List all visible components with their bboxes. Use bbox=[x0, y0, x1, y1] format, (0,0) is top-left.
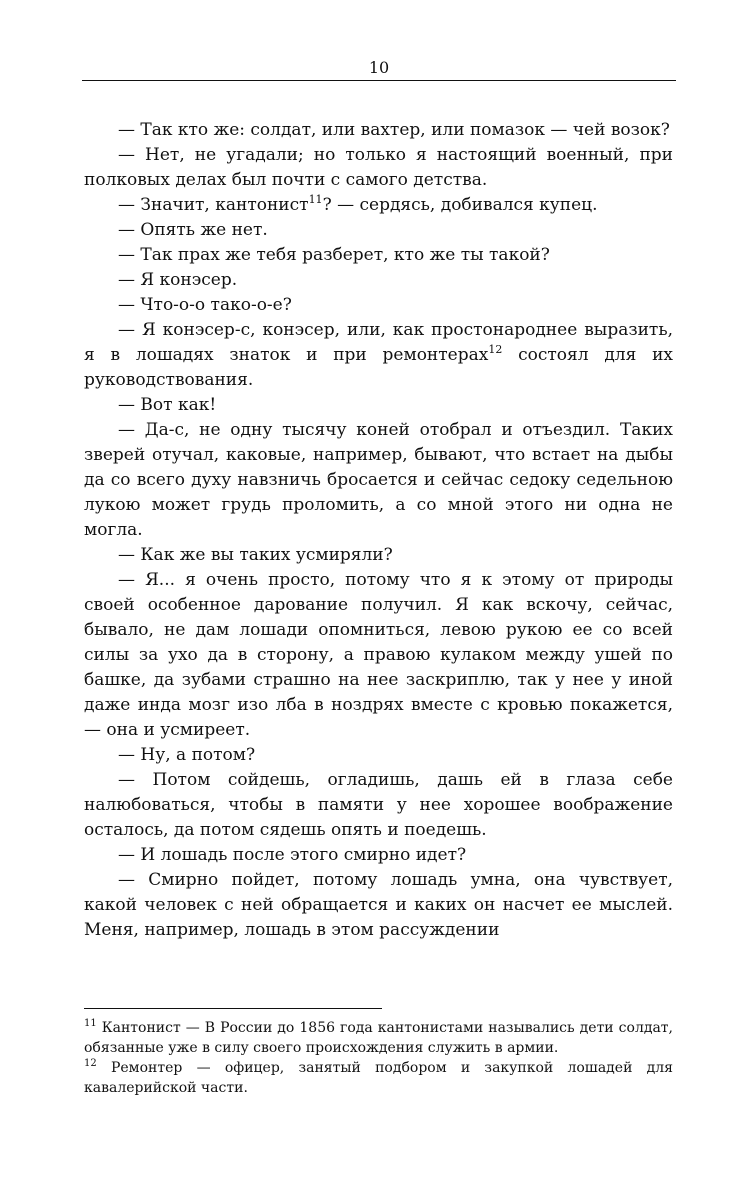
header-divider bbox=[82, 80, 676, 81]
paragraph: — Как же вы таких усмиряли? bbox=[118, 545, 393, 565]
paragraph: — Вот как! bbox=[118, 395, 217, 415]
footnote-divider bbox=[84, 1008, 382, 1009]
footnote-text: Ремонтер — офицер, занятый подбором и закупкой лошадей для кавалерийской части. bbox=[84, 1060, 673, 1096]
footnote-ref: 11 bbox=[308, 193, 323, 206]
footnote-number: 11 bbox=[84, 1018, 97, 1029]
paragraph: — Опять же нет. bbox=[118, 220, 268, 240]
footnote-number: 12 bbox=[84, 1058, 97, 1069]
footnote bbox=[84, 1058, 673, 1098]
paragraph: — Смирно пойдет, потому лошадь умна, она чувствует, какой человек с ней обращается и каких он насчет ее мыслей. Меня, например, лошадь в этом рассуждении bbox=[84, 870, 673, 940]
paragraph: — Что-о-о тако-о-е? bbox=[118, 295, 292, 315]
paragraph-text: — Значит, кантонист bbox=[118, 195, 309, 215]
paragraph bbox=[84, 318, 673, 393]
footnote-ref: 12 bbox=[488, 343, 503, 356]
page-number: 10 bbox=[368, 58, 390, 77]
footnote-text: Кантонист — В России до 1856 года кантонистами назывались дети солдат, обязанные уже в силу своего происхождения служить в армии. bbox=[84, 1020, 673, 1056]
paragraph: — Ну, а потом? bbox=[118, 745, 256, 765]
paragraph: — Да-с, не одну тысячу коней отобрал и отъездил. Таких зверей отучал, каковые, например, бывают, что встает на дыбы да со всего духу навзничь бросается и сейчас седоку седельною лукою может грудь проломить, а со мной этого ни одна не могла. bbox=[84, 420, 673, 540]
paragraph: — И лошадь после этого смирно идет? bbox=[118, 845, 467, 865]
paragraph: — Нет, не угадали; но только я настоящий военный, при полковых делах был почти с самого детства. bbox=[84, 145, 673, 190]
paragraph: — Я... я очень просто, потому что я к этому от природы своей особенное дарование получил. Я как вскочу, сейчас, бывало, не дам лошади опомниться, левою рукою ее со всей силы за ухо да в сторону, а правою кулаком между ушей по башке, да зубами страшно на нее заскриплю, так у нее у иной даже инда мозг изо лба в ноздрях вместе с кровью покажется, — она и усмиреет. bbox=[84, 570, 673, 740]
paragraph: — Так кто же: солдат, или вахтер, или помазок — чей возок? bbox=[118, 120, 670, 140]
footnote bbox=[84, 1018, 673, 1058]
paragraph: — Так прах же тебя разберет, кто же ты такой? bbox=[118, 245, 550, 265]
paragraph bbox=[84, 193, 673, 218]
paragraph-text: ? — сердясь, добивался купец. bbox=[322, 195, 598, 215]
paragraph-text: состоял для их руководствования. bbox=[84, 345, 673, 390]
footnotes bbox=[84, 1018, 673, 1098]
paragraph: — Я конэсер. bbox=[118, 270, 238, 290]
paragraph-text: — Я конэсер-с, конэсер, или, как простонароднее выразить, я в лошадях знаток и при ремонтерах bbox=[84, 320, 673, 365]
paragraph: — Потом сойдешь, огладишь, дашь ей в глаза себе налюбоваться, чтобы в памяти у нее хорошее воображение осталось, да потом сядешь опять и поедешь. bbox=[84, 770, 673, 840]
main-text bbox=[84, 118, 673, 943]
